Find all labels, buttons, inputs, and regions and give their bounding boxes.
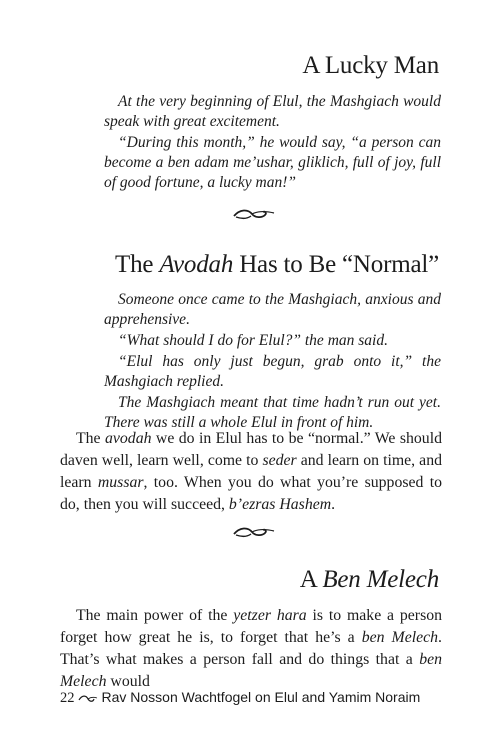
italic-term: b’ezras Hashem bbox=[228, 496, 332, 513]
section-heading-lucky-man: A Lucky Man bbox=[302, 52, 439, 79]
body-text-run: and learn on time, and learn bbox=[60, 452, 442, 491]
body-text-run: would bbox=[106, 673, 150, 690]
body-text-run: is to make a person forget how great he is, to forget that he’s a bbox=[60, 607, 443, 646]
heading-text: A bbox=[299, 566, 323, 593]
section-divider-ornament bbox=[232, 207, 276, 221]
italic-term: ben Melech bbox=[361, 629, 439, 646]
body-text-run: The main power of the bbox=[76, 607, 234, 624]
body-paragraph bbox=[60, 605, 442, 693]
section-heading-avodah-normal bbox=[115, 251, 439, 279]
quote-paragraph: “During this month,” he would say, “a person can become a ben adam me’ushar, gliklich, full of joy, full of good fortune, a lucky man!” bbox=[104, 134, 441, 191]
section-divider-ornament bbox=[232, 525, 276, 539]
quote-block-lucky-man bbox=[104, 92, 441, 193]
quote-paragraph: Someone once came to the Mashgiach, anxious and apprehensive. bbox=[104, 291, 441, 328]
heading-text: The bbox=[115, 251, 160, 278]
body-text-run: , too. When you do what you’re supposed to do, then you will succeed, bbox=[60, 474, 442, 513]
heading-italic-text: Avodah bbox=[159, 251, 234, 278]
quote-block-avodah bbox=[104, 290, 441, 433]
quote-paragraph: “Elul has only just begun, grab onto it,” the Mashgiach replied. bbox=[104, 353, 441, 390]
body-text-ben-melech bbox=[60, 605, 442, 693]
italic-term: seder bbox=[262, 452, 297, 469]
body-text-run: . bbox=[331, 496, 336, 513]
italic-term: ben Melech bbox=[60, 651, 442, 690]
italic-term: mussar bbox=[97, 474, 144, 491]
section-heading-ben-melech bbox=[300, 566, 439, 594]
italic-term: avodah bbox=[104, 430, 152, 447]
heading-text: Has to Be “Normal” bbox=[233, 251, 439, 278]
body-text-avodah bbox=[60, 428, 442, 516]
page-number: 22 bbox=[60, 690, 75, 706]
quote-paragraph: At the very beginning of Elul, the Mashgiach would speak with great excitement. bbox=[104, 93, 441, 130]
quote-paragraph: The Mashgiach meant that time hadn’t run out yet. There was still a whole Elul in front of him. bbox=[104, 394, 441, 431]
quote-paragraph: “What should I do for Elul?” the man said. bbox=[118, 332, 388, 349]
body-paragraph bbox=[60, 428, 442, 516]
body-text-run: we do in Elul has to be “normal.” We should daven well, learn well, come to bbox=[60, 430, 442, 469]
heading-italic-text: Ben Melech bbox=[322, 566, 439, 593]
footer-ornament-icon bbox=[78, 694, 98, 703]
book-title: Rav Nosson Wachtfogel on Elul and Yamim Noraim bbox=[101, 689, 421, 705]
body-text-run: The bbox=[76, 430, 105, 447]
page-footer bbox=[60, 689, 420, 707]
italic-term: yetzer hara bbox=[233, 607, 307, 624]
body-text-run: . That’s what makes a person fall and do things that a bbox=[60, 629, 442, 668]
